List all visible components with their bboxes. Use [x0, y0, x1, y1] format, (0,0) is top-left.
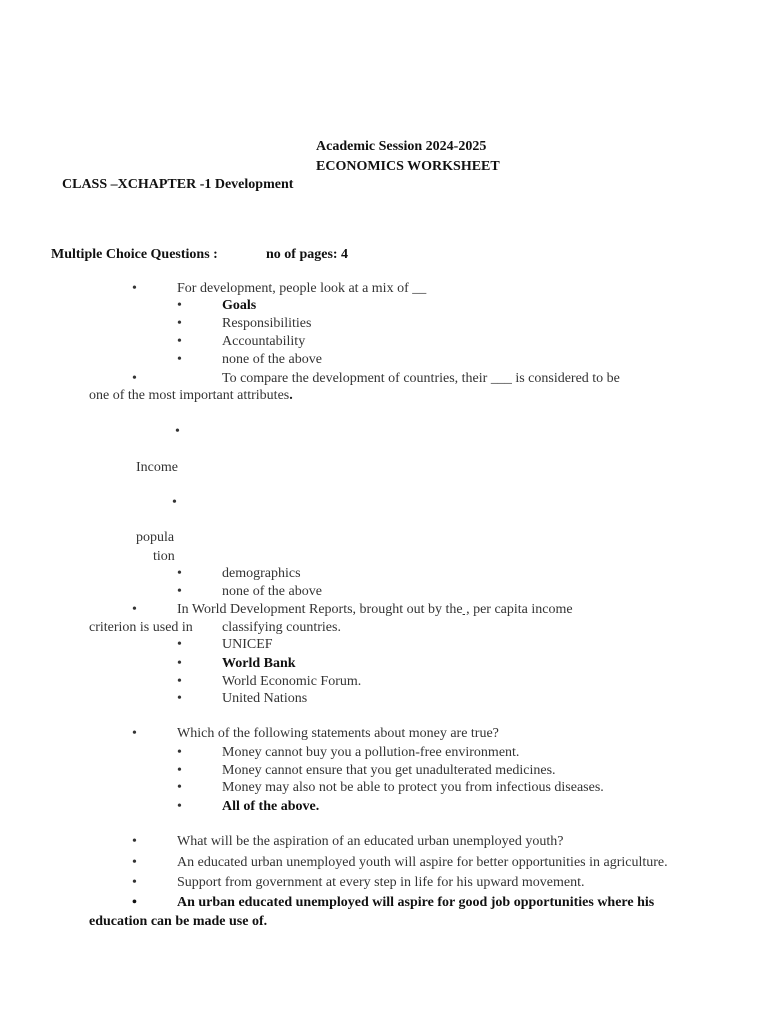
section-title: Multiple Choice Questions :	[51, 247, 218, 262]
q3-option-1: UNICEF	[222, 637, 273, 652]
question-3-line-1: In World Development Reports, brought out by the , per capita income	[177, 602, 573, 617]
bullet: •	[132, 834, 137, 849]
q5-item-3-line-2: education can be made use of.	[89, 914, 268, 929]
question-2-line-1: To compare the development of countries, their ___ is considered to be	[222, 371, 620, 386]
bullet: •	[177, 745, 182, 760]
q4-option-4: All of the above.	[222, 799, 320, 814]
page-count: no of pages: 4	[266, 247, 349, 262]
worksheet-heading: ECONOMICS WORKSHEET	[316, 159, 500, 174]
bullet: •	[175, 424, 180, 439]
bullet: •	[177, 584, 182, 599]
q5-item-2: Support from government at every step in life for his upward movement.	[177, 875, 585, 890]
question-3-line-2a: criterion is used in	[89, 620, 193, 635]
q5-item-1: An educated urban unemployed youth will aspire for better opportunities in agriculture.	[177, 855, 668, 870]
session-heading: Academic Session 2024-2025	[316, 139, 487, 154]
question-3-line-2b: classifying countries.	[222, 620, 341, 635]
bullet: •	[177, 780, 182, 795]
bullet: •	[177, 316, 182, 331]
q1-option-1: Goals	[222, 298, 257, 313]
q3-option-2: World Bank	[222, 656, 296, 671]
bullet: •	[132, 726, 137, 741]
bullet: •	[132, 371, 137, 386]
q4-option-1: Money cannot buy you a pollution-free environment.	[222, 745, 520, 760]
q2-option-3: demographics	[222, 566, 301, 581]
class-chapter-heading: CLASS –XCHAPTER -1 Development	[62, 177, 294, 192]
question-4: Which of the following statements about money are true?	[177, 726, 499, 741]
q3-option-4: United Nations	[222, 691, 308, 706]
bullet: •	[132, 855, 137, 870]
bullet: •	[177, 352, 182, 367]
bullet: •	[172, 495, 177, 510]
q2-option-4: none of the above	[222, 584, 322, 599]
bullet: •	[177, 691, 182, 706]
q2-option-1: Income	[136, 460, 178, 475]
question-1: For development, people look at a mix of __	[177, 281, 427, 296]
q1-option-3: Accountability	[222, 334, 306, 349]
q4-option-3: Money may also not be able to protect you from infectious diseases.	[222, 780, 604, 795]
bullet: •	[132, 875, 137, 890]
q2-option-2-part-2: tion	[153, 549, 175, 564]
q1-option-4: none of the above	[222, 352, 322, 367]
bullet: •	[177, 656, 182, 671]
q4-option-2: Money cannot ensure that you get unadulterated medicines.	[222, 763, 556, 778]
bullet: •	[177, 637, 182, 652]
bullet: •	[177, 763, 182, 778]
bullet: •	[132, 895, 137, 910]
question-2-line-2: one of the most important attributes.	[89, 388, 293, 403]
bullet: •	[177, 674, 182, 689]
q2-option-2-part-1: popula	[136, 530, 175, 545]
bullet: •	[132, 602, 137, 617]
bullet: •	[177, 799, 182, 814]
bullet: •	[177, 334, 182, 349]
q1-option-2: Responsibilities	[222, 316, 312, 331]
bullet: •	[132, 281, 137, 296]
question-5: What will be the aspiration of an educated urban unemployed youth?	[177, 834, 564, 849]
q5-item-3-line-1: An urban educated unemployed will aspire for good job opportunities where his	[177, 895, 655, 910]
bullet: •	[177, 298, 182, 313]
bullet: •	[177, 566, 182, 581]
q3-option-3: World Economic Forum.	[222, 674, 362, 689]
